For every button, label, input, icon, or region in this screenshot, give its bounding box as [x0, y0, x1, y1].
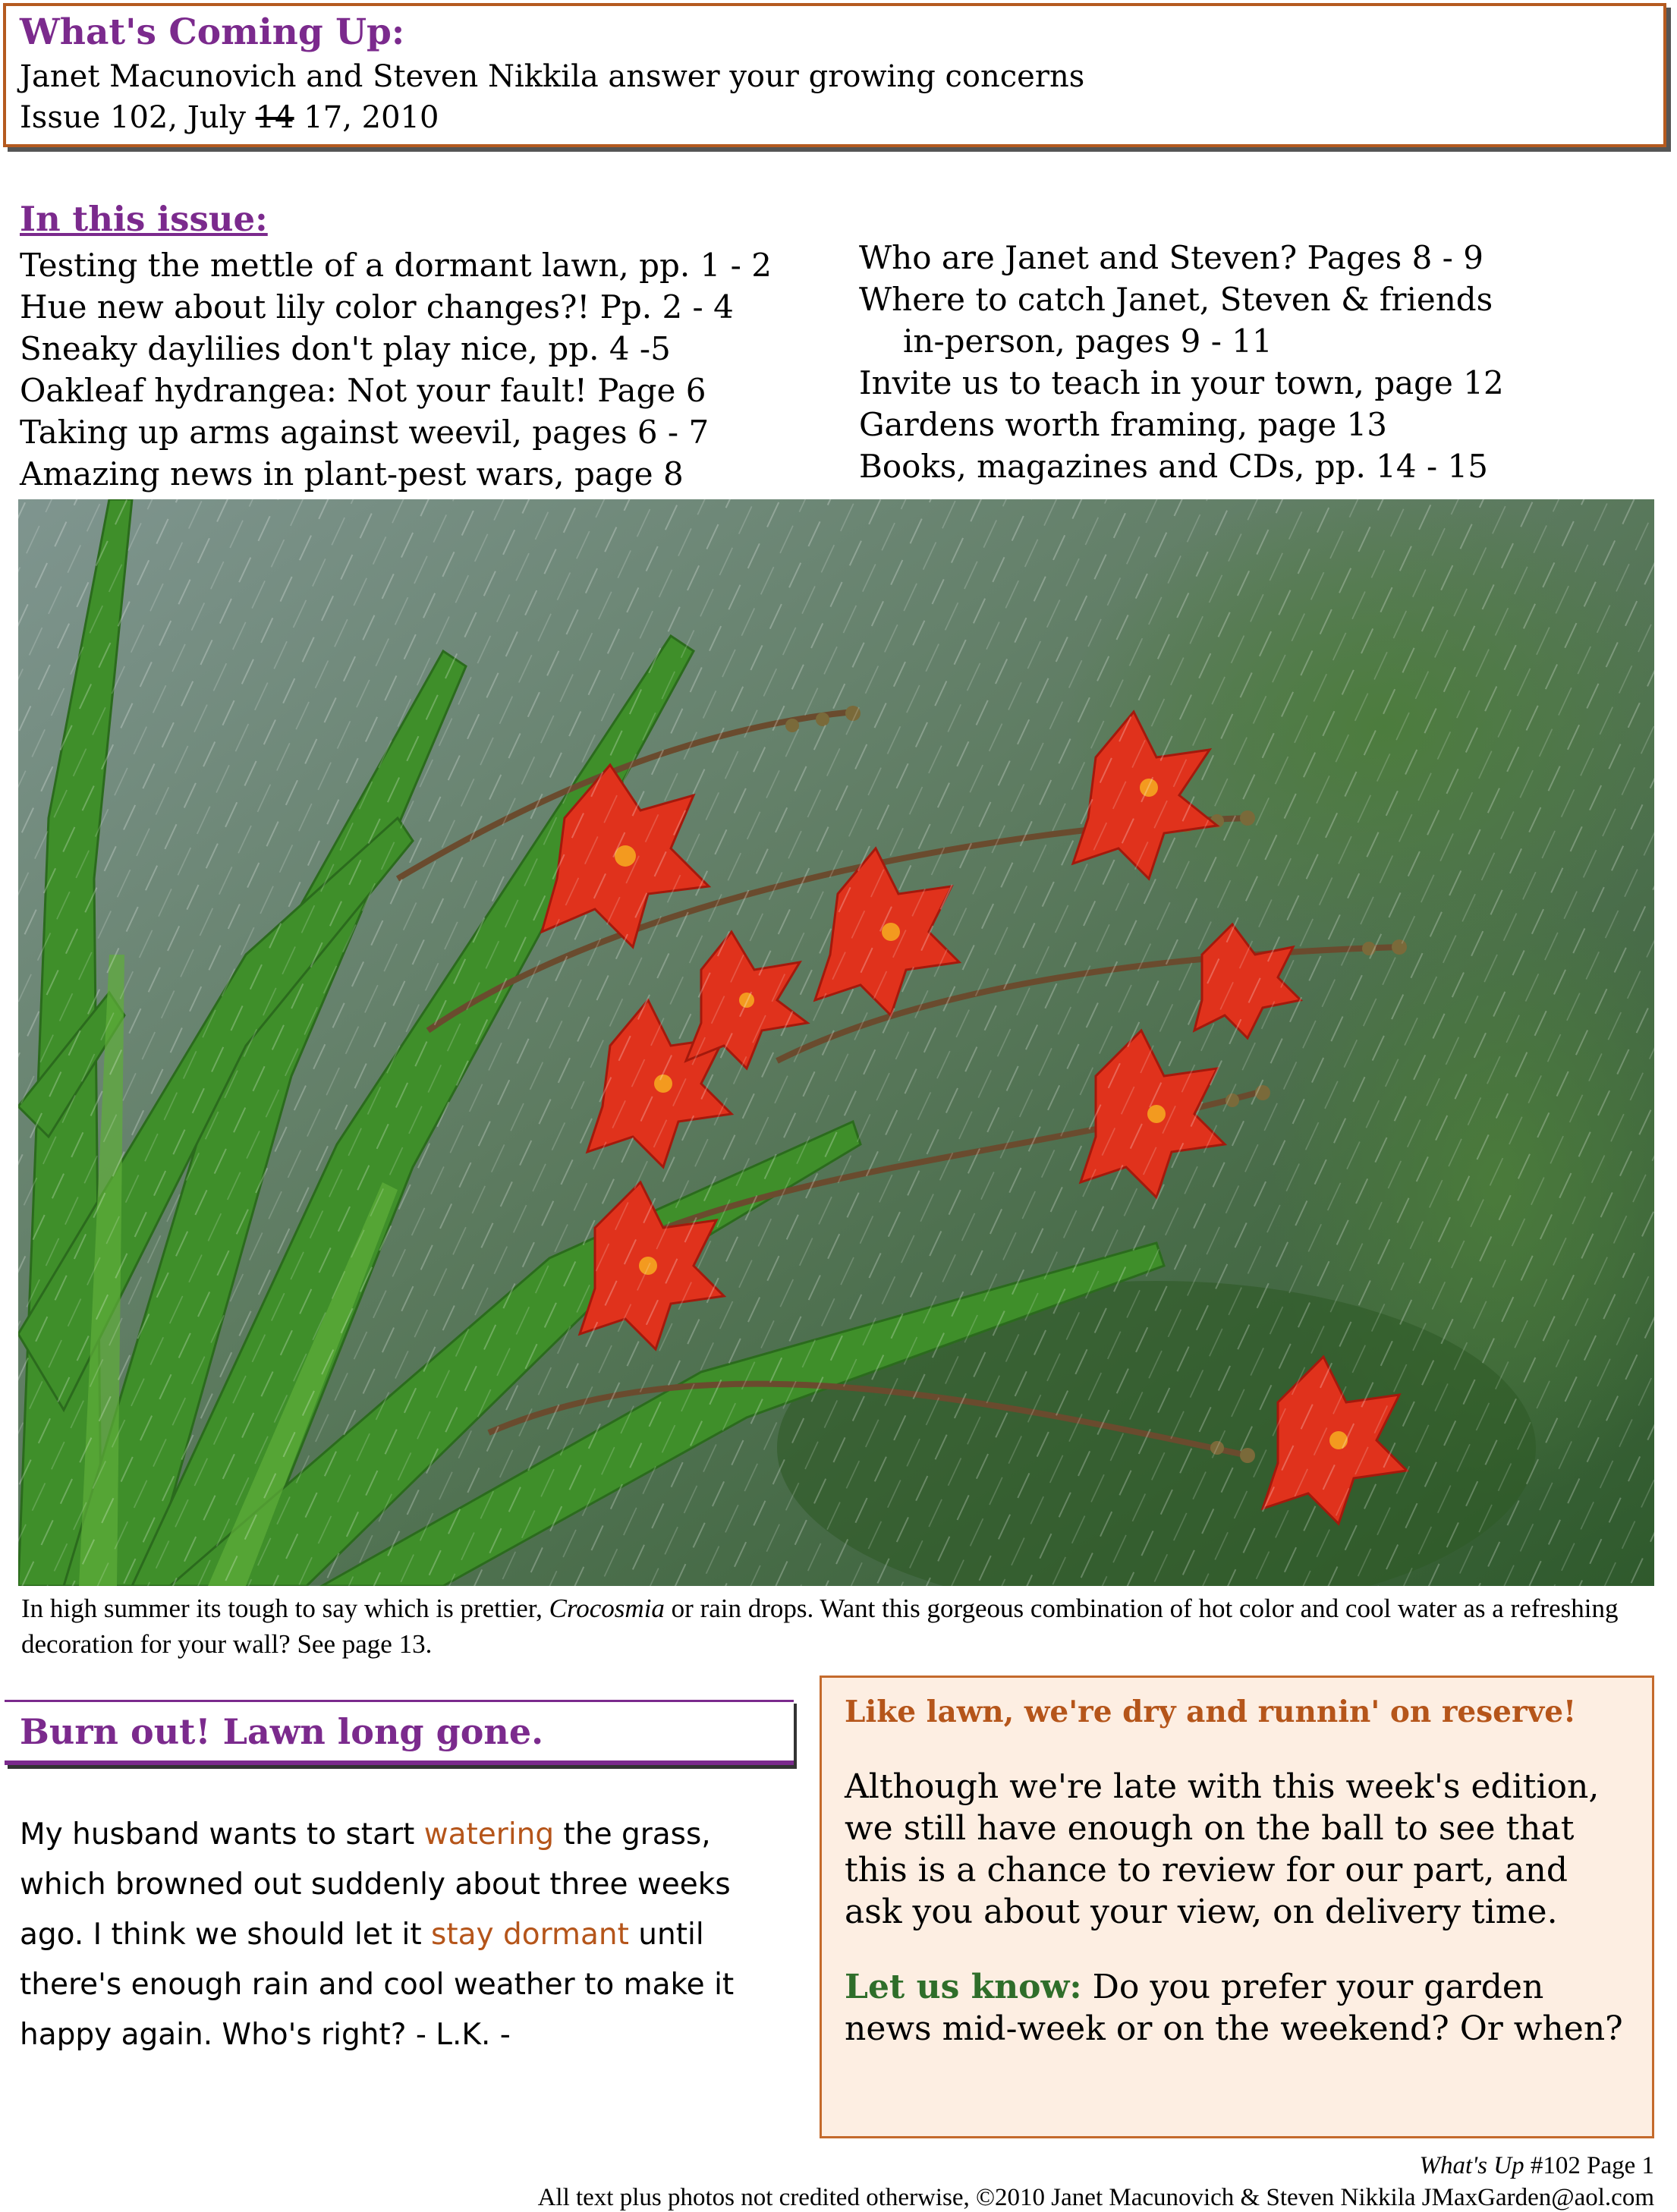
reserve-sidebar — [820, 1676, 1654, 2138]
lawn-article-heading — [5, 1700, 794, 1765]
toc-item: Hue new about lily color changes?! Pp. 2 - 4 — [20, 288, 734, 326]
toc-item: Gardens worth framing, page 13 — [859, 406, 1387, 443]
question-part: My husband wants to start — [20, 1817, 424, 1852]
footer-page: #102 Page 1 — [1524, 2152, 1654, 2179]
toc-item: Oakleaf hydrangea: Not your fault! Page 6 — [20, 372, 706, 409]
crocosmia-photo — [18, 499, 1654, 1586]
issue-struck-date: 14 — [255, 100, 294, 135]
question-highlight: watering — [423, 1817, 555, 1852]
toc-item: Amazing news in plant-pest wars, page 8 — [20, 455, 684, 492]
issue-suffix: 17, 2010 — [294, 100, 439, 135]
toc-left-column — [20, 244, 772, 495]
caption-species: Crocosmia — [549, 1594, 665, 1623]
toc-right-column — [859, 237, 1504, 487]
issue-line — [20, 97, 1650, 138]
reserve-heading: Like lawn, we're dry and runnin' on reserve! — [845, 1694, 1577, 1729]
copyright-line: All text plus photos not credited otherwise, ©2010 Janet Macunovich & Steven Nikkila JMaxGarden@aol.com — [537, 2184, 1654, 2211]
newsletter-title: What's Coming Up: — [20, 11, 405, 53]
let-us-know-label: Let us know: — [845, 1968, 1082, 2006]
caption-pre: In high summer its tough to say which is prettier, — [21, 1594, 549, 1623]
toc-item: Taking up arms against weevil, pages 6 - 7 — [20, 414, 710, 451]
issue-prefix: Issue 102, July — [20, 100, 256, 135]
reserve-body: Although we're late with this week's edition, we still have enough on the ball to see that this is a chance to review for our part, and ask you about your view, on delivery time. — [845, 1767, 1600, 1931]
caption-post: or rain drops. Want this gorgeous combination of hot color and cool water as a refreshing decoration for your wall? See page 13. — [21, 1594, 1619, 1659]
reader-question — [20, 1810, 786, 2060]
page-footer — [1419, 2152, 1654, 2180]
question-part: the grass, which browned out suddenly about three weeks ago. I think we should let it — [20, 1817, 731, 1952]
lawn-heading-text: Burn out! Lawn long gone. — [20, 1711, 544, 1752]
toc-item: Who are Janet and Steven? Pages 8 - 9 — [859, 239, 1484, 276]
toc-item: Books, magazines and CDs, pp. 14 - 15 — [859, 448, 1488, 485]
reserve-ask-text: Do you prefer your garden news mid-week or on the weekend? Or when? — [845, 1968, 1623, 2048]
question-part: until there's enough rain and cool weather to make it happy again. Who's right? - L.K. - — [20, 1918, 735, 2052]
toc-item: Where to catch Janet, Steven & friends — [859, 281, 1493, 318]
toc-item: Testing the mettle of a dormant lawn, pp. 1 - 2 — [20, 247, 772, 284]
masthead — [3, 3, 1666, 147]
toc-item: Invite us to teach in your town, page 12 — [859, 364, 1504, 401]
toc-item: in-person, pages 9 - 11 — [903, 323, 1273, 360]
toc-title: In this issue: — [20, 199, 268, 239]
reserve-ask — [845, 1966, 1629, 2050]
question-highlight: stay dormant — [431, 1918, 629, 1952]
footer-publication: What's Up — [1419, 2152, 1524, 2179]
photo-caption — [21, 1591, 1653, 1662]
byline: Janet Macunovich and Steven Nikkila answer your growing concerns — [20, 59, 1085, 94]
toc-item: Sneaky daylilies don't play nice, pp. 4 -5 — [20, 330, 671, 367]
